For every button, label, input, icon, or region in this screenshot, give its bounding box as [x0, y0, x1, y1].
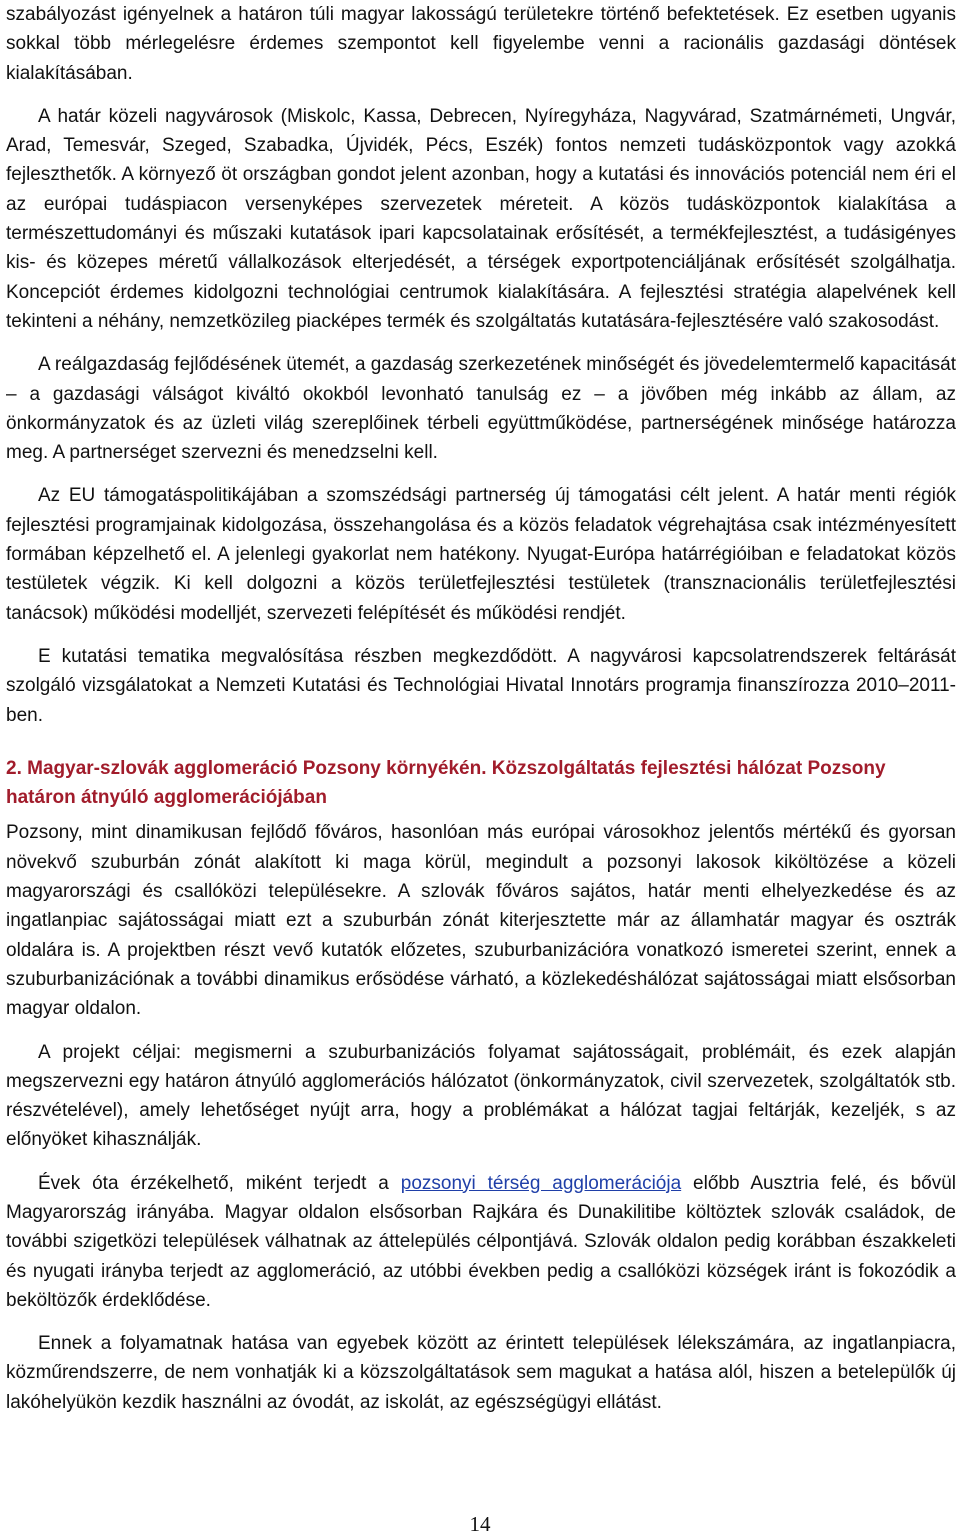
paragraph-bratislava: Pozsony, mint dinamikusan fejlődő főváros, hasonlóan más európai városokhoz jelentős mértékű és gyorsan növekvő szuburbán zónát alakított ki maga körül, megindult a pozsonyi lakosok kiköltözése a közeli magyarországi és csallóközi településekre. A szlovák főváros sajátos, határ menti elhelyezkedése és az ingatlanpiac sajátosságai miatt ezt a szuburbán zónát kiterjesztette már az államhatár magyar és osztrák oldalára is. A projektben részt vevő kutatók előzetes, szuburbanizációra vonatkozó ismeretei szerint, ennek a szuburbanizációnak a további dinamikus erősödése várható, a közlekedéshálózat sajátosságai miatt elsősorban magyar oldalon. — [6, 822, 956, 1020]
paragraph-agglomeration — [6, 1169, 956, 1315]
paragraph-eu-policy: Az EU támogatáspolitikájában a szomszédsági partnerség új támogatási célt jelent. A határ menti régiók fejlesztési programjainak kidolgozása, összehangolása és a közös feladatok végrehajtása csak intézményesített formában képzelhető el. A jelenlegi gyakorlat nem hatékony. Nyugat-Európa határrégióiban e feladatokat közös testületek végzik. Ki kell dolgozni a közös területfejlesztési testületek (transznacionális területfejlesztési tanácsok) működési modelljét, szervezeti felépítését és működési rendjét. — [6, 485, 956, 624]
paragraph-process-impact: Ennek a folyamatnak hatása van egyebek között az érintett települések lélekszámára, az ingatlanpiacra, közműrendszerre, de nem vonhatják ki a közszolgáltatások sem magukat a hatása alól, hiszen a betelepülők új lakóhelyükön kezdik használni az óvodát, az iskolát, az egészségügyi ellátást. — [6, 1333, 956, 1413]
paragraph-project-goals: A projekt céljai: megismerni a szuburbanizációs folyamat sajátosságait, problémáit, és ezek alapján megszervezni egy határon átnyúló agglomerációs hálózatot (önkormányzatok, civil szervezetek, szolgáltatók stb. részvételével), amely lehetőséget nyújt arra, hogy a problémákat a hálózat tagjai feltárják, kezeljék, s az előnyöket kihasználják. — [6, 1041, 956, 1151]
paragraph-continuation: szabályozást igényelnek a határon túli magyar lakosságú területekre történő befektetések. Ez esetben ugyanis sokkal több mérlegelésre érdemes szempontot kell figyelembe venni a racionális gazdasági döntések kialakításában. — [6, 4, 956, 84]
document-page — [6, 0, 956, 1417]
section-heading-text: Magyar-szlovák agglomeráció Pozsony környékén. Közszolgáltatás fejlesztési hálózat Pozsony határon átnyúló agglomerációjában — [6, 757, 886, 809]
paragraph-research-theme: E kutatási tematika megvalósítása részben megkezdődött. A nagyvárosi kapcsolatrendszerek feltárását szolgáló vizsgálatokat a Nemzeti Kutatási és Technológiai Hivatal Innotárs programja finanszírozza 2010–2011-ben. — [6, 645, 956, 726]
paragraph-knowledge-centers: A határ közeli nagyvárosok (Miskolc, Kassa, Debrecen, Nyíregyháza, Nagyvárad, Szatmárnémeti, Ungvár, Arad, Temesvár, Szeged, Szabadka, Újvidék, Pécs, Eszék) fontos nemzeti tudásközpontok vagy azokká fejleszthetők. A környező öt országban gondot jelent azonban, hogy a kutatási és innovációs potenciál nem éri el az európai tudáspiacon versenyképes szervezetek méreteit. A közös tudásközpontok kialakítása a természettudományi és műszaki kutatások ipari kapcsolatainak erősítését, a termékfejlesztést, a tudásigényes kis- és közepes méretű vállalkozások elterjedését, a térségek exportpotenciáljának erősítését szolgálhatja. Koncepciót érdemes kidolgozni technológiai centrumok kialakítására. A fejlesztési stratégia alapelvének kell tekinteni a néhány, nemzetközileg piacképes termék és szolgáltatás kutatására-fejlesztésére való szakosodást. — [6, 105, 956, 332]
paragraph-agglomeration-before: Évek óta érzékelhető, miként terjedt a — [38, 1172, 401, 1194]
section-heading — [6, 754, 956, 813]
agglomeration-link[interactable]: pozsonyi térség agglomerációja — [400, 1172, 682, 1194]
paragraph-agglomeration-after: előbb Ausztria felé, és bővül Magyarország irányába. Magyar oldalon elsősorban Rajkára és Dunakilitibe költöztek szlovák családok, de további szigetközi települések válhatnak az áttelepülés célpontjává. Szlovák oldalon pedig korábban északkeleti és nyugati irányba terjedt az agglomeráció, az utóbbi években pedig a csallóközi községek iránt is fokozódik a beköltözők érdeklődése. — [6, 1172, 957, 1311]
paragraph-real-economy: A reálgazdaság fejlődésének ütemét, a gazdaság szerkezetének minőségét és jövedelemtermelő kapacitását – a gazdasági válságot kiváltó okokból levonható tanulság ez – a jövőben még inkább az állam, az önkormányzatok és az üzleti világ szereplőinek térbeli együttműködése, partnerségének minősége határozza meg. A partnerséget szervezni és menedzselni kell. — [6, 354, 956, 464]
section-heading-number: 2. — [6, 757, 22, 779]
page-number: 14 — [469, 1512, 491, 1536]
